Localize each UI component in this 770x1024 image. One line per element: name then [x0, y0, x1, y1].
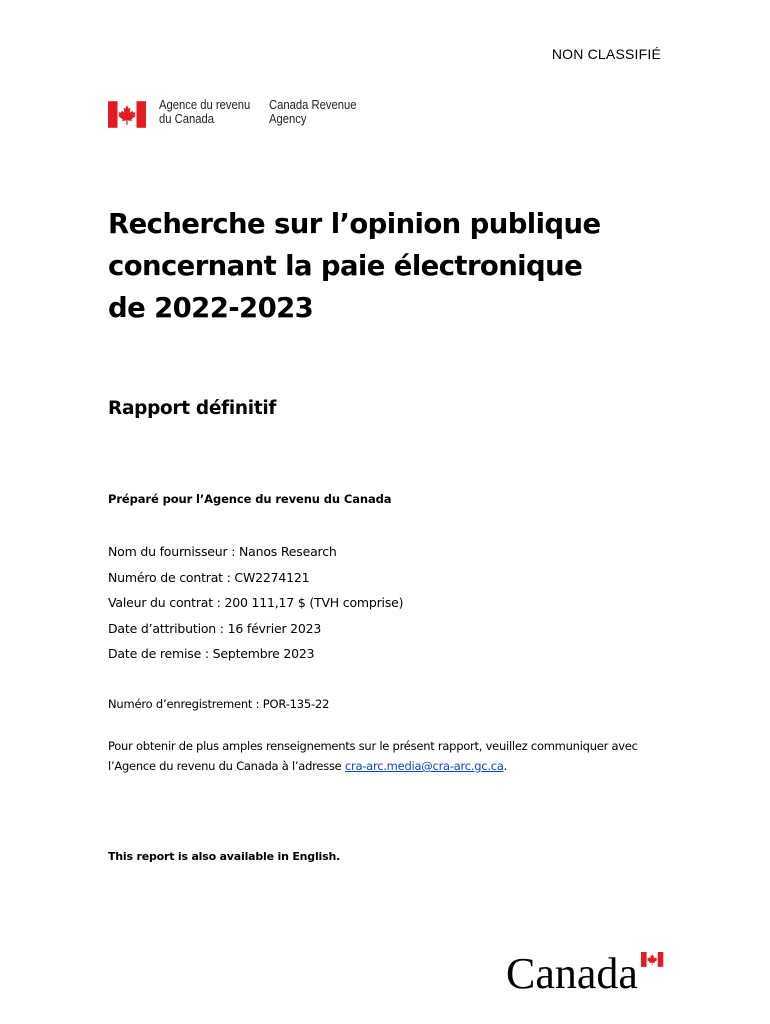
contract-value: Valeur du contrat : 200 111,17 $ (TVH comprise) [108, 595, 404, 610]
prepared-for: Préparé pour l’Agence du revenu du Canada [108, 492, 392, 506]
contact-paragraph [108, 736, 668, 776]
classification-label: NON CLASSIFIÉ [551, 46, 661, 62]
report-subtitle: Rapport définitif [108, 398, 277, 419]
canada-wordmark [506, 944, 666, 996]
canada-flag-icon [108, 101, 146, 128]
english-availability-note: This report is also available in English. [108, 850, 341, 863]
signature-french [159, 98, 258, 126]
report-title [108, 203, 668, 329]
signature-fr-line2: du Canada [159, 112, 215, 126]
signature-en-line1: Canada Revenue [269, 98, 357, 112]
report-title-line1: Recherche sur l’opinion publique [108, 208, 601, 240]
contact-email-link[interactable]: cra-arc.media@cra-arc.gc.ca [344, 759, 504, 773]
contract-number: Numéro de contrat : CW2274121 [108, 569, 310, 585]
government-signature [108, 98, 369, 128]
signature-en-line2: Agency [269, 112, 307, 126]
delivery-date: Date de remise : Septembre 2023 [108, 646, 315, 661]
supplier-name: Nom du fournisseur : Nanos Research [108, 544, 337, 559]
canada-flag-icon [641, 952, 663, 967]
registration-number: Numéro d’enregistrement : POR-135-22 [108, 697, 330, 711]
award-date: Date d’attribution : 16 février 2023 [108, 620, 322, 636]
signature-fr-line1: Agence du revenu [159, 98, 251, 112]
contact-text-end: . [503, 759, 508, 773]
contract-details [108, 542, 403, 670]
contact-text: Pour obtenir de plus amples renseignements sur le présent rapport, veuillez communiquer avec l’Agence du revenu du Canada à l’adresse [108, 739, 638, 773]
report-title-line3: de 2022-2023 [108, 292, 314, 324]
signature-english [269, 98, 359, 126]
report-title-line2: concernant la paie électronique [108, 250, 583, 282]
canada-wordmark-text: Canada [506, 949, 638, 996]
